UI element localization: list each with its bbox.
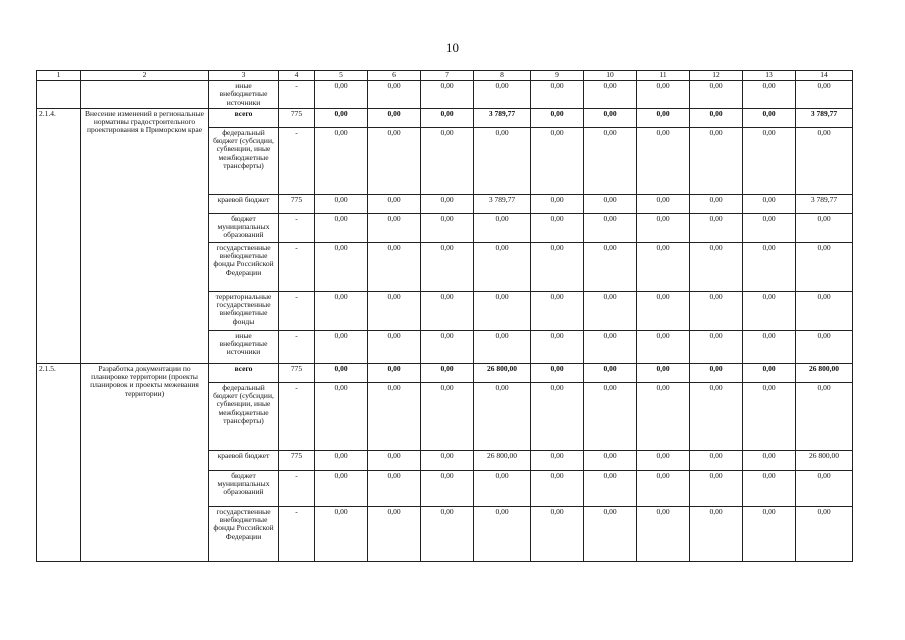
kbk-code: -	[279, 291, 315, 330]
amount-cell: 0,00	[690, 81, 743, 109]
column-header: 11	[637, 71, 690, 81]
amount-cell: 0,00	[637, 194, 690, 213]
amount-cell: 0,00	[743, 81, 796, 109]
item-code: 2.1.4.	[37, 108, 81, 363]
amount-cell: 0,00	[315, 450, 368, 470]
amount-cell: 0,00	[584, 242, 637, 291]
item-name	[81, 81, 209, 109]
amount-cell: 0,00	[584, 382, 637, 450]
funding-source: иные внебюджетные источники	[209, 330, 279, 363]
amount-cell: 0,00	[796, 382, 853, 450]
amount-cell: 0,00	[584, 330, 637, 363]
amount-cell: 0,00	[584, 291, 637, 330]
amount-cell: 0,00	[315, 330, 368, 363]
amount-cell: 0,00	[796, 470, 853, 506]
table-row	[37, 363, 853, 382]
amount-cell: 0,00	[421, 506, 474, 561]
amount-cell: 0,00	[474, 81, 531, 109]
amount-cell: 0,00	[690, 450, 743, 470]
amount-cell: 26 800,00	[474, 363, 531, 382]
amount-cell: 3 789,77	[796, 194, 853, 213]
amount-cell: 0,00	[743, 291, 796, 330]
funding-source: государственные внебюджетные фонды Российской Федерации	[209, 506, 279, 561]
table-header-row	[37, 71, 853, 81]
amount-cell: 0,00	[743, 108, 796, 127]
amount-cell: 0,00	[690, 291, 743, 330]
column-header: 14	[796, 71, 853, 81]
amount-cell: 0,00	[690, 330, 743, 363]
column-header: 2	[81, 71, 209, 81]
funding-source: всего	[209, 363, 279, 382]
amount-cell: 0,00	[743, 363, 796, 382]
amount-cell: 0,00	[421, 81, 474, 109]
amount-cell: 0,00	[531, 194, 584, 213]
funding-source: краевой бюджет	[209, 194, 279, 213]
amount-cell: 0,00	[474, 506, 531, 561]
amount-cell: 0,00	[796, 242, 853, 291]
amount-cell: 3 789,77	[474, 108, 531, 127]
amount-cell: 0,00	[368, 363, 421, 382]
amount-cell: 0,00	[421, 291, 474, 330]
amount-cell: 0,00	[474, 382, 531, 450]
amount-cell: 0,00	[690, 470, 743, 506]
funding-source: федеральный бюджет (субсидии, субвенции, иные межбюджетные трансферты)	[209, 382, 279, 450]
amount-cell: 0,00	[637, 108, 690, 127]
amount-cell: 0,00	[796, 506, 853, 561]
amount-cell: 0,00	[474, 213, 531, 242]
amount-cell: 0,00	[368, 213, 421, 242]
amount-cell: 0,00	[315, 194, 368, 213]
amount-cell: 0,00	[690, 213, 743, 242]
amount-cell: 0,00	[421, 242, 474, 291]
amount-cell: 0,00	[690, 108, 743, 127]
amount-cell: 0,00	[637, 363, 690, 382]
amount-cell: 0,00	[315, 363, 368, 382]
amount-cell: 0,00	[531, 291, 584, 330]
amount-cell: 0,00	[421, 127, 474, 194]
amount-cell: 26 800,00	[474, 450, 531, 470]
amount-cell: 0,00	[637, 450, 690, 470]
item-name: Внесение изменений в региональные нормативы градостроительного проектирования в Приморском крае	[81, 108, 209, 363]
amount-cell: 0,00	[637, 330, 690, 363]
amount-cell: 0,00	[315, 108, 368, 127]
amount-cell: 0,00	[474, 330, 531, 363]
amount-cell: 26 800,00	[796, 363, 853, 382]
amount-cell: 0,00	[584, 450, 637, 470]
amount-cell: 0,00	[584, 506, 637, 561]
amount-cell: 0,00	[584, 108, 637, 127]
amount-cell: 0,00	[315, 470, 368, 506]
amount-cell: 0,00	[474, 470, 531, 506]
column-header: 12	[690, 71, 743, 81]
amount-cell: 3 789,77	[796, 108, 853, 127]
amount-cell: 0,00	[421, 470, 474, 506]
kbk-code: -	[279, 330, 315, 363]
amount-cell: 0,00	[315, 81, 368, 109]
column-header: 1	[37, 71, 81, 81]
amount-cell: 0,00	[531, 330, 584, 363]
item-name: Разработка документации по планировке территории (проекты планировок и проекты межевания территории)	[81, 363, 209, 561]
amount-cell: 0,00	[368, 108, 421, 127]
amount-cell: 0,00	[474, 127, 531, 194]
amount-cell: 0,00	[743, 127, 796, 194]
amount-cell: 0,00	[368, 127, 421, 194]
amount-cell: 0,00	[584, 363, 637, 382]
amount-cell: 0,00	[421, 363, 474, 382]
table-row	[37, 108, 853, 127]
amount-cell: 0,00	[637, 213, 690, 242]
amount-cell: 0,00	[421, 382, 474, 450]
amount-cell: 0,00	[368, 194, 421, 213]
amount-cell: 0,00	[743, 470, 796, 506]
amount-cell: 0,00	[315, 506, 368, 561]
amount-cell: 0,00	[531, 363, 584, 382]
amount-cell: 0,00	[690, 506, 743, 561]
funding-source: иные внебюджетные источники	[209, 81, 279, 109]
amount-cell: 0,00	[531, 382, 584, 450]
amount-cell: 0,00	[531, 127, 584, 194]
amount-cell: 0,00	[796, 127, 853, 194]
funding-source: краевой бюджет	[209, 450, 279, 470]
column-header: 7	[421, 71, 474, 81]
amount-cell: 0,00	[368, 330, 421, 363]
kbk-code: -	[279, 213, 315, 242]
amount-cell: 0,00	[368, 242, 421, 291]
amount-cell: 0,00	[474, 242, 531, 291]
amount-cell: 0,00	[368, 470, 421, 506]
kbk-code: -	[279, 127, 315, 194]
amount-cell: 0,00	[690, 194, 743, 213]
funding-source: территориальные государственные внебюджетные фонды	[209, 291, 279, 330]
amount-cell: 0,00	[368, 382, 421, 450]
amount-cell: 0,00	[531, 506, 584, 561]
amount-cell: 0,00	[421, 194, 474, 213]
amount-cell: 0,00	[531, 470, 584, 506]
amount-cell: 0,00	[743, 242, 796, 291]
amount-cell: 0,00	[531, 242, 584, 291]
budget-table	[36, 70, 853, 562]
amount-cell: 0,00	[368, 81, 421, 109]
amount-cell: 0,00	[584, 81, 637, 109]
amount-cell: 0,00	[531, 213, 584, 242]
column-header: 8	[474, 71, 531, 81]
amount-cell: 0,00	[796, 291, 853, 330]
table-row	[37, 81, 853, 109]
column-header: 13	[743, 71, 796, 81]
amount-cell: 0,00	[315, 213, 368, 242]
funding-source: федеральный бюджет (субсидии, субвенции, иные межбюджетные трансферты)	[209, 127, 279, 194]
column-header: 6	[368, 71, 421, 81]
amount-cell: 0,00	[421, 213, 474, 242]
page-number: 10	[446, 40, 459, 55]
kbk-code: 775	[279, 108, 315, 127]
amount-cell: 0,00	[421, 330, 474, 363]
column-header: 10	[584, 71, 637, 81]
kbk-code: 775	[279, 194, 315, 213]
amount-cell: 0,00	[637, 242, 690, 291]
column-header: 4	[279, 71, 315, 81]
amount-cell: 0,00	[743, 330, 796, 363]
amount-cell: 0,00	[743, 506, 796, 561]
amount-cell: 0,00	[368, 506, 421, 561]
amount-cell: 0,00	[368, 450, 421, 470]
funding-source: всего	[209, 108, 279, 127]
amount-cell: 0,00	[421, 450, 474, 470]
amount-cell: 0,00	[584, 470, 637, 506]
amount-cell: 0,00	[743, 382, 796, 450]
amount-cell: 0,00	[796, 330, 853, 363]
amount-cell: 0,00	[637, 291, 690, 330]
amount-cell: 26 800,00	[796, 450, 853, 470]
amount-cell: 0,00	[584, 127, 637, 194]
amount-cell: 0,00	[315, 242, 368, 291]
funding-source: бюджет муниципальных образований	[209, 470, 279, 506]
amount-cell: 0,00	[584, 194, 637, 213]
column-header: 5	[315, 71, 368, 81]
amount-cell: 0,00	[637, 382, 690, 450]
amount-cell: 0,00	[637, 127, 690, 194]
amount-cell: 0,00	[796, 81, 853, 109]
kbk-code: -	[279, 506, 315, 561]
amount-cell: 0,00	[368, 291, 421, 330]
amount-cell: 0,00	[531, 450, 584, 470]
amount-cell: 0,00	[315, 127, 368, 194]
amount-cell: 0,00	[315, 382, 368, 450]
amount-cell: 0,00	[796, 213, 853, 242]
kbk-code: 775	[279, 363, 315, 382]
amount-cell: 0,00	[743, 450, 796, 470]
amount-cell: 0,00	[421, 108, 474, 127]
amount-cell: 0,00	[584, 213, 637, 242]
kbk-code: 775	[279, 450, 315, 470]
column-header: 3	[209, 71, 279, 81]
amount-cell: 0,00	[637, 506, 690, 561]
amount-cell: 0,00	[690, 382, 743, 450]
amount-cell: 0,00	[690, 363, 743, 382]
kbk-code: -	[279, 242, 315, 291]
amount-cell: 0,00	[743, 213, 796, 242]
funding-source: государственные внебюджетные фонды Российской Федерации	[209, 242, 279, 291]
amount-cell: 0,00	[315, 291, 368, 330]
amount-cell: 0,00	[474, 291, 531, 330]
item-code	[37, 81, 81, 109]
amount-cell: 3 789,77	[474, 194, 531, 213]
kbk-code: -	[279, 81, 315, 109]
amount-cell: 0,00	[637, 81, 690, 109]
amount-cell: 0,00	[531, 108, 584, 127]
column-header: 9	[531, 71, 584, 81]
amount-cell: 0,00	[690, 127, 743, 194]
kbk-code: -	[279, 470, 315, 506]
funding-source: бюджет муниципальных образований	[209, 213, 279, 242]
amount-cell: 0,00	[743, 194, 796, 213]
amount-cell: 0,00	[690, 242, 743, 291]
item-code: 2.1.5.	[37, 363, 81, 561]
kbk-code: -	[279, 382, 315, 450]
amount-cell: 0,00	[637, 470, 690, 506]
amount-cell: 0,00	[531, 81, 584, 109]
